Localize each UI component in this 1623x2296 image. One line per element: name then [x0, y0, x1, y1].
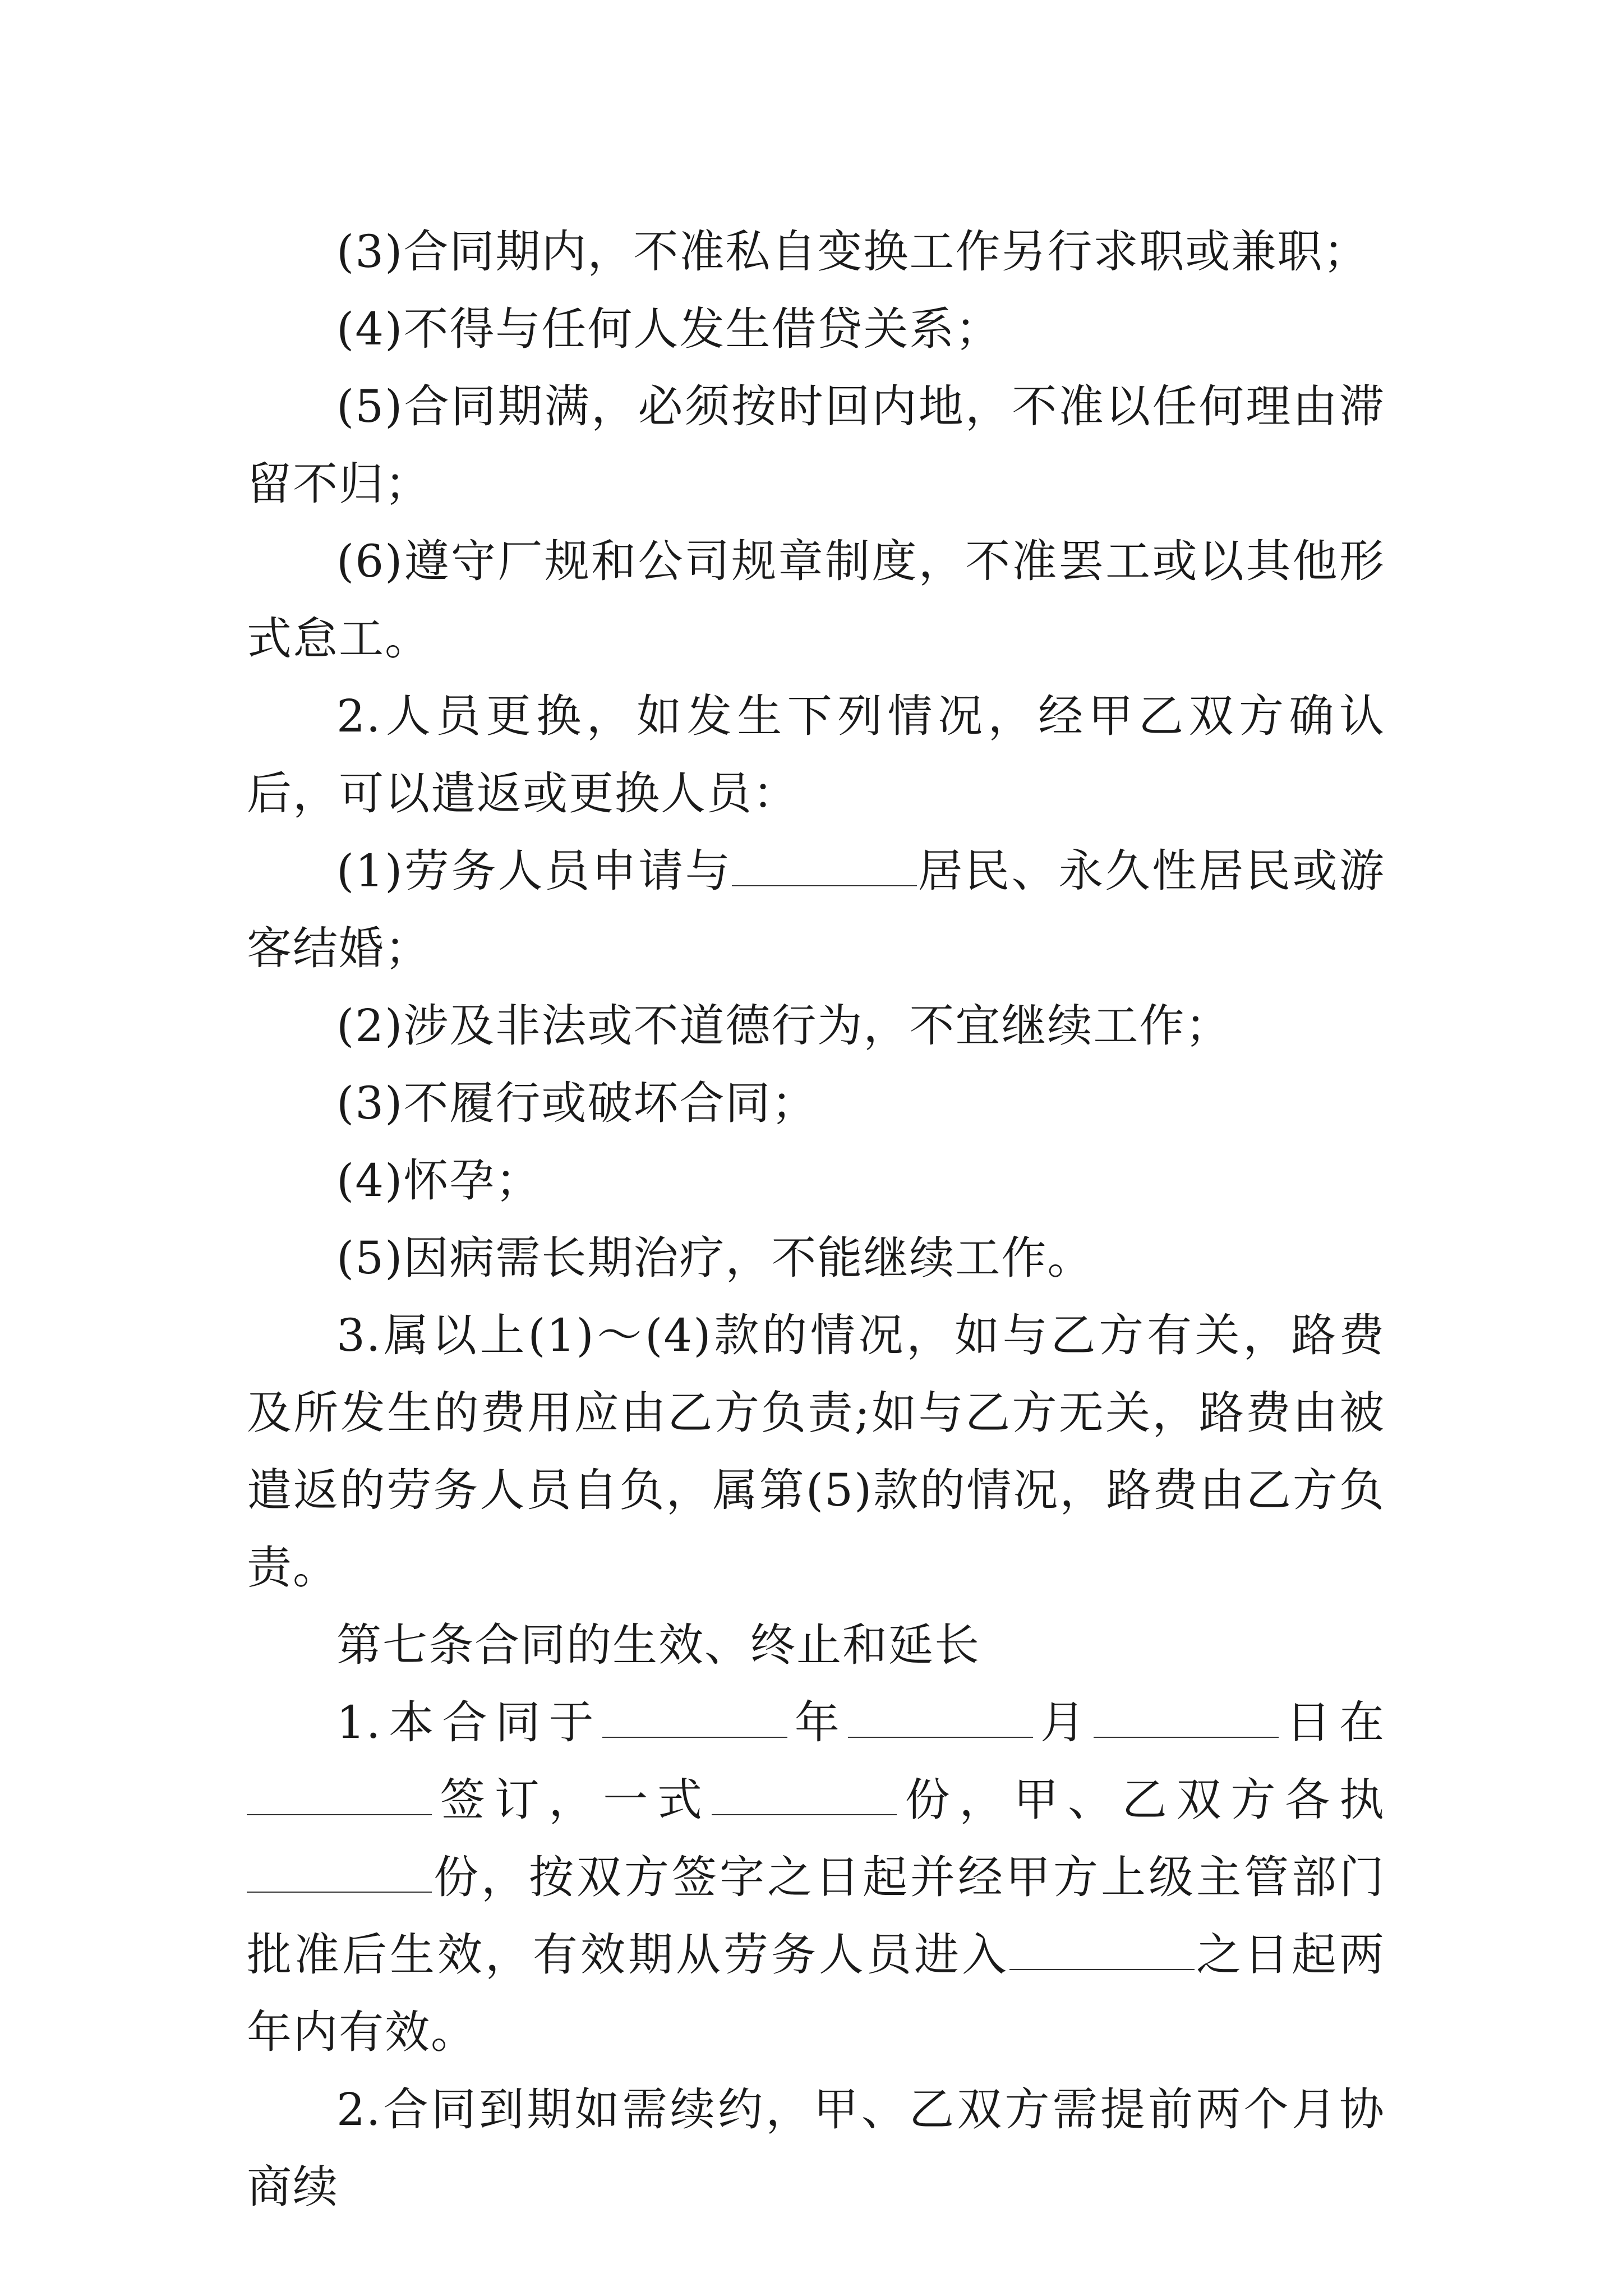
paragraph-text: (6)遵守厂规和公司规章制度，不准罢工或以其他形式怠工。	[247, 535, 1385, 665]
blank-fill-field	[848, 1697, 1033, 1738]
document-body	[247, 213, 1385, 2226]
paragraph-text: 月	[1032, 1696, 1094, 1749]
paragraph-text: 1.本合同于	[336, 1696, 602, 1749]
blank-fill-field	[602, 1697, 787, 1738]
article-7-heading	[247, 1607, 1385, 1684]
clause-3-no-side-job	[247, 213, 1385, 291]
item-4-pregnancy	[247, 1142, 1385, 1220]
paragraph-text: 2.合同到期如需续约，甲、乙双方需提前两个月协商续	[247, 2083, 1385, 2213]
paragraph-text: (3)合同期内，不准私自变换工作另行求职或兼职；	[336, 226, 1370, 278]
blank-fill-field	[712, 1775, 897, 1815]
section-3-travel-costs	[247, 1297, 1385, 1607]
clause-4-no-lending	[247, 291, 1385, 368]
blank-fill-field	[1094, 1697, 1279, 1738]
paragraph-text: (5)因病需长期治疗，不能继续工作。	[336, 1232, 1094, 1284]
paragraph-text: 签订，一式	[432, 1774, 712, 1826]
paragraph-text: 居民、永久性居民或游客结婚；	[247, 845, 1386, 974]
clause-5-return-on-expiry	[247, 368, 1385, 523]
paragraph-text: 份，按双方签字之日起并经甲方上级主管部门批准后生效，有效期从劳务人员进入	[247, 1851, 1385, 1981]
paragraph-text: (2)涉及非法或不道德行为，不宜继续工作；	[336, 1000, 1232, 1052]
paragraph-text: 第七条合同的生效、终止和延长	[336, 1619, 980, 1671]
paragraph-text: 3.属以上(1)～(4)款的情况，如与乙方有关，路费及所发生的费用应由乙方负责;如与乙方无关，路费由被遣返的劳务人员自负，属第(5)款的情况，路费由乙方负责。	[247, 1309, 1385, 1594]
paragraph-text: 2.人员更换，如发生下列情况，经甲乙双方确认后，可以遣返或更换人员：	[247, 690, 1385, 820]
blank-fill-field	[247, 1852, 432, 1893]
article-7-item-1-effectiveness	[247, 1684, 1385, 2071]
blank-fill-field	[1009, 1930, 1195, 1970]
paragraph-text: (1)劳务人员申请与	[336, 845, 732, 897]
paragraph-text: (4)不得与任何人发生借贷关系；	[336, 303, 1002, 355]
paragraph-text: 之日起两年内有效。	[247, 1929, 1385, 2058]
item-3-breach	[247, 1065, 1385, 1142]
blank-fill-field	[247, 1775, 432, 1815]
item-5-illness	[247, 1220, 1385, 1297]
article-7-item-2-renewal	[247, 2071, 1385, 2226]
paragraph-text: (4)怀孕；	[336, 1154, 542, 1207]
blank-fill-field	[732, 846, 917, 886]
item-1-marriage	[247, 832, 1385, 987]
paragraph-text: 日在	[1278, 1696, 1386, 1749]
section-2-personnel-replacement	[247, 678, 1385, 832]
paragraph-text: 年	[787, 1696, 848, 1749]
paragraph-text: (3)不履行或破坏合同；	[336, 1077, 818, 1129]
item-2-illegal-conduct	[247, 987, 1385, 1065]
paragraph-text: (5)合同期满，必须按时回内地，不准以任何理由滞留不归；	[247, 380, 1385, 510]
clause-6-obey-rules	[247, 523, 1385, 678]
paragraph-text: 份，甲、乙双方各执	[896, 1774, 1386, 1826]
